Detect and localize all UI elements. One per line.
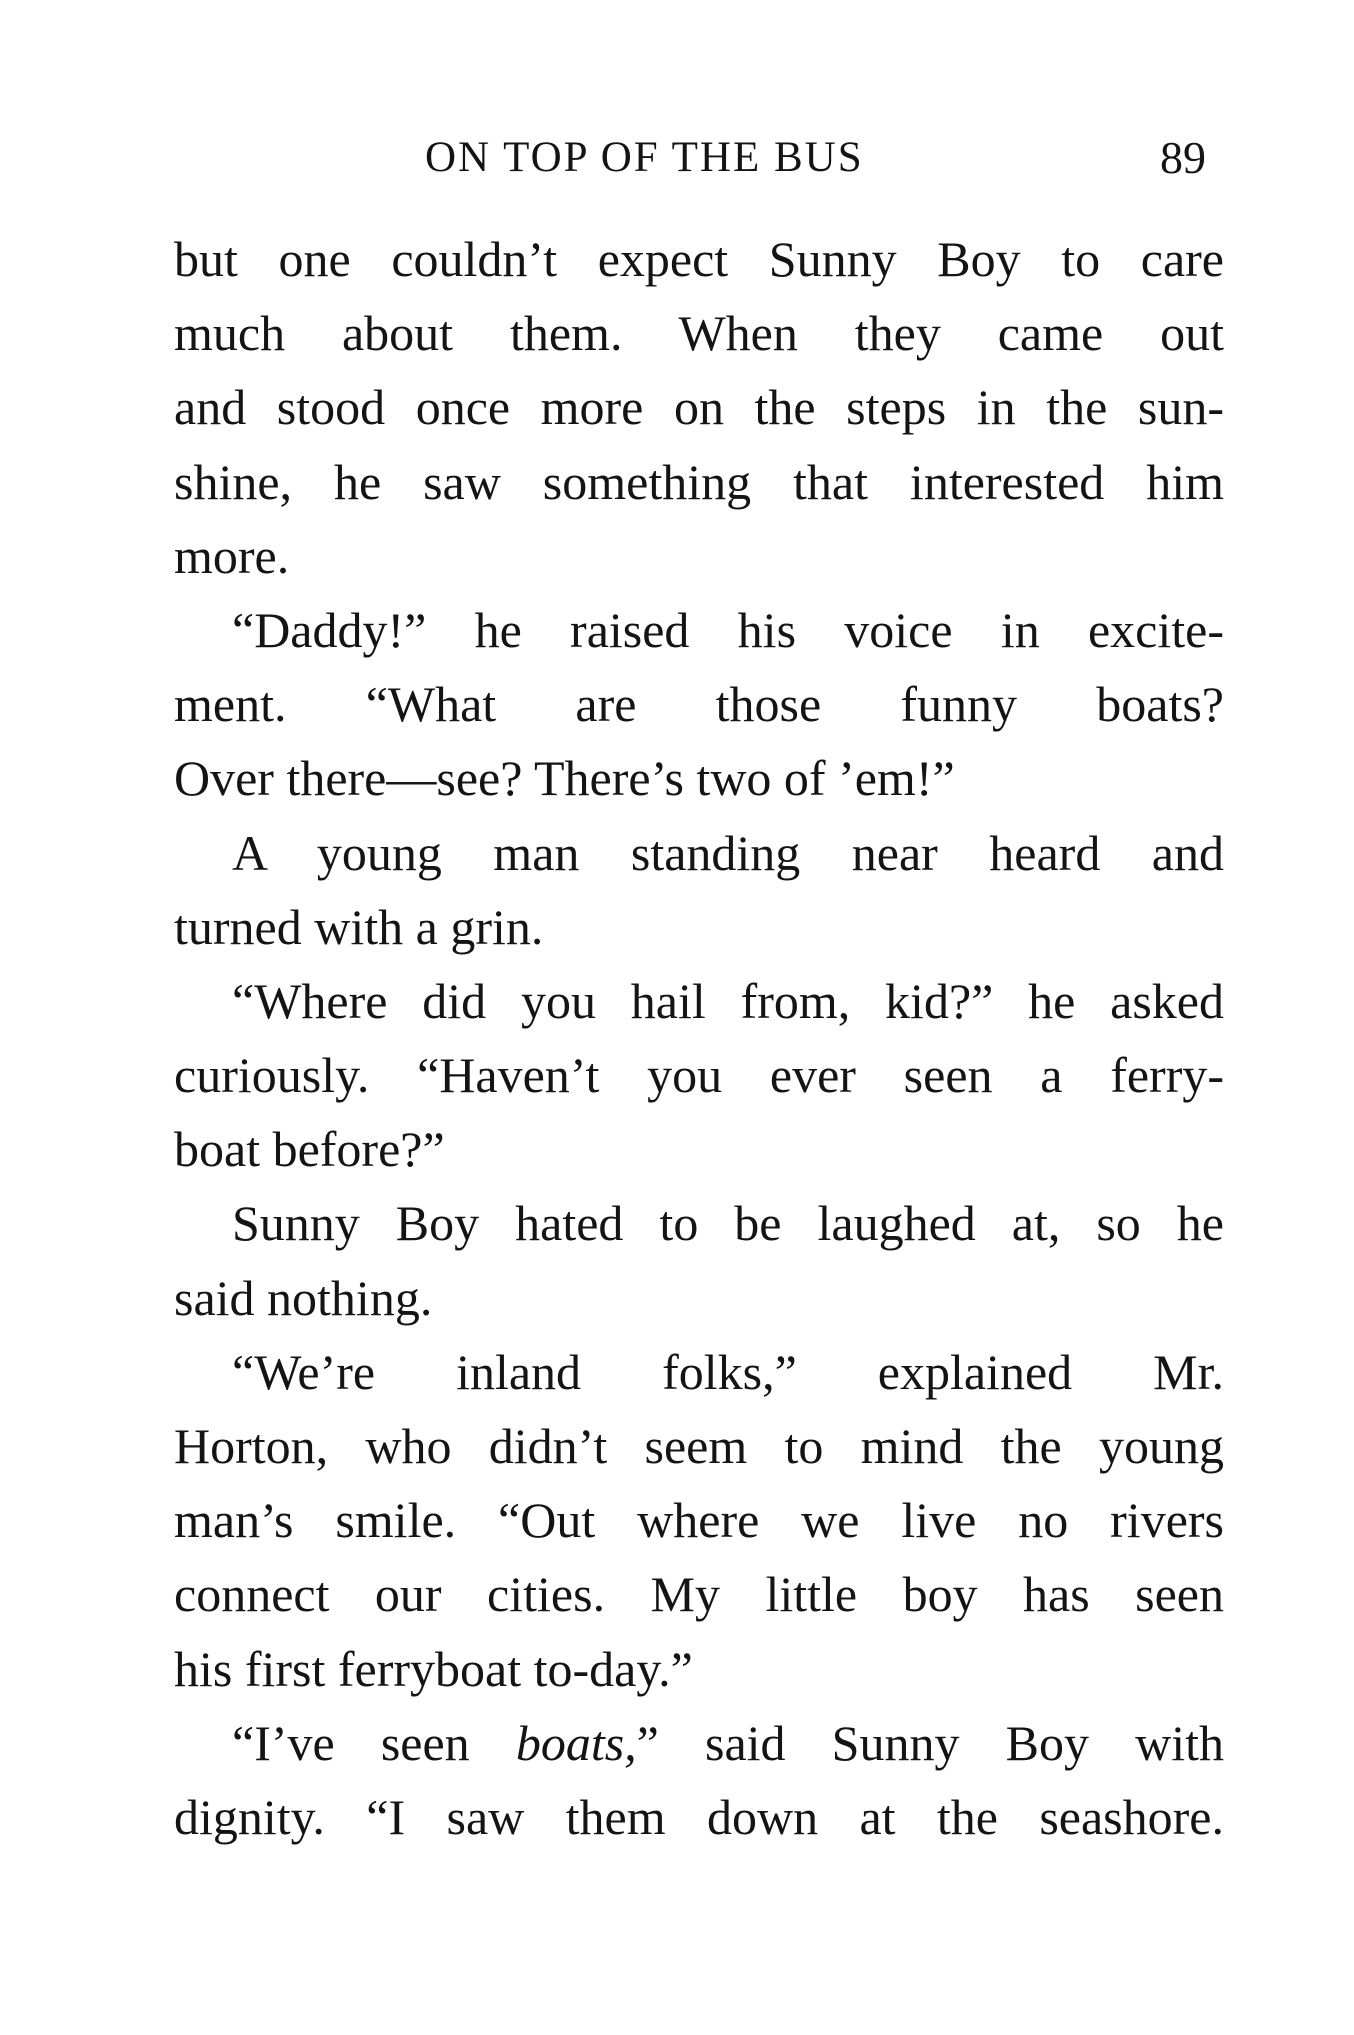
text-line: “Daddy!” he raised his voice in excite- <box>232 601 1224 658</box>
text-line: shine, he saw something that interested him <box>174 453 1224 510</box>
text-line: more. <box>174 527 290 584</box>
text-line: but one couldn’t expect Sunny Boy to care <box>174 231 1224 287</box>
text-line: boat before?” <box>174 1121 445 1178</box>
text-line: “Where did you hail from, kid?” he asked <box>232 972 1224 1029</box>
text-segment: ” said Sunny Boy with <box>636 1714 1224 1771</box>
text-segment: “I’ve seen <box>232 1714 516 1771</box>
text-line: man’s smile. “Out where we live no rivers <box>174 1492 1224 1549</box>
text-line: his first ferryboat to-day.” <box>174 1640 693 1697</box>
running-head: ON TOP OF THE BUS <box>425 134 864 181</box>
text-line: ment. “What are those funny boats? <box>174 676 1224 733</box>
text-line: curiously. “Haven’t you ever seen a ferry- <box>174 1047 1224 1104</box>
text-line: Horton, who didn’t seem to mind the young <box>174 1418 1224 1474</box>
page-number: 89 <box>1160 132 1206 183</box>
page-header <box>0 128 1354 188</box>
text-line: dignity. “I saw them down at the seashore. <box>174 1788 1224 1845</box>
text-line: A young man standing near heard and <box>232 824 1224 881</box>
text-line: Sunny Boy hated to be laughed at, so he <box>232 1195 1224 1252</box>
italic-text-segment: boats, <box>515 1714 637 1771</box>
text-line: and stood once more on the steps in the sun- <box>174 379 1224 436</box>
text-line: Over there—see? There’s two of ’em!” <box>174 750 955 807</box>
text-line: “We’re inland folks,” explained Mr. <box>232 1343 1224 1400</box>
text-line: much about them. When they came out <box>174 305 1224 362</box>
body-text <box>174 222 1224 1854</box>
text-line: connect our cities. My little boy has seen <box>174 1566 1224 1623</box>
text-line <box>174 1706 1224 1780</box>
text-line: said nothing. <box>174 1269 433 1326</box>
text-line: turned with a grin. <box>174 898 544 955</box>
